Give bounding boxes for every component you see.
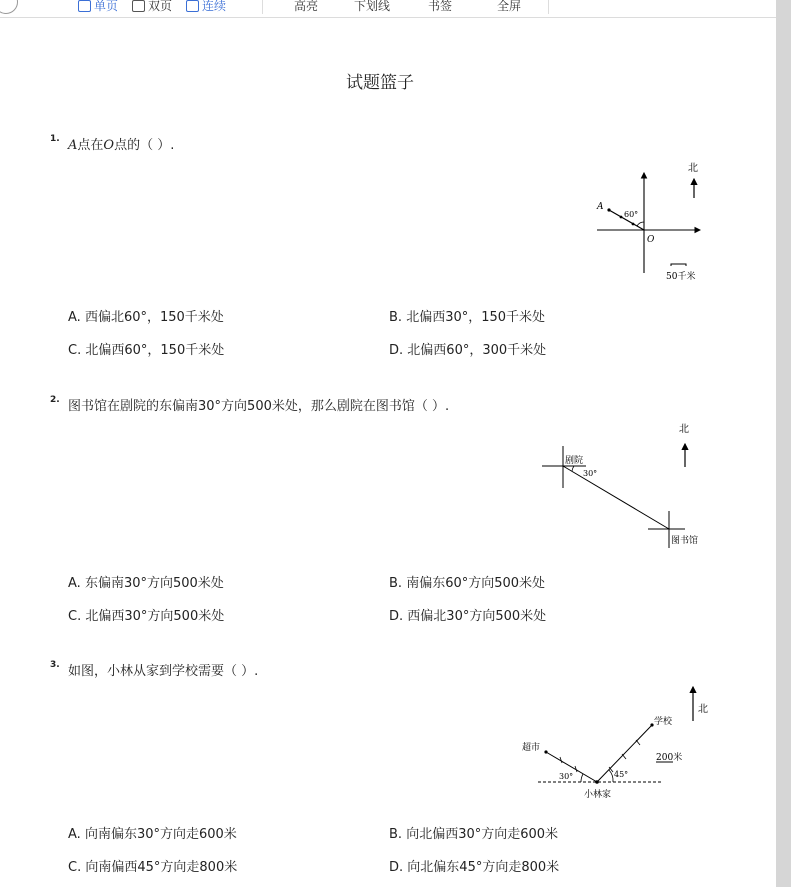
stem-text: 点的（ ）.: [114, 138, 175, 153]
tick-mark: [622, 754, 626, 759]
option-text: 北偏西60°，300千米处: [407, 343, 547, 358]
fullscreen-label: 全屏: [497, 0, 522, 13]
question-number: 1.: [50, 134, 60, 144]
option-text: 北偏西30°方向500米处: [85, 609, 225, 624]
option-d[interactable]: [389, 605, 546, 624]
scale-bar: [671, 264, 686, 266]
option-text: 向南偏东30°方向走600米: [84, 827, 237, 842]
option-a[interactable]: [68, 823, 237, 842]
bookmark-label: 书签: [428, 0, 453, 13]
option-c[interactable]: [68, 339, 224, 358]
north-label: 北: [679, 424, 689, 435]
option-letter: A.: [68, 827, 81, 842]
option-text: 向南偏西45°方向走800米: [85, 860, 238, 875]
option-b[interactable]: [389, 306, 545, 325]
option-letter: D.: [389, 609, 404, 624]
option-text: 向北偏西30°方向走600米: [406, 827, 559, 842]
option-text: 东偏南30°方向500米处: [84, 576, 224, 591]
option-text: 向北偏东45°方向走800米: [407, 860, 560, 875]
highlight-label: 高亮: [294, 0, 319, 13]
option-text: 西偏北60°，150千米处: [84, 310, 224, 325]
connection-line: [563, 466, 669, 529]
home-point: [595, 780, 599, 784]
stem-var-a: A: [68, 138, 78, 153]
angle-label: 60°: [624, 210, 639, 219]
option-c[interactable]: [68, 856, 237, 875]
option-a[interactable]: [68, 306, 224, 325]
north-label: 北: [688, 163, 698, 174]
option-text: 南偏东60°方向500米处: [406, 576, 546, 591]
library-label: 图书馆: [671, 536, 699, 546]
route-figure-3: [518, 683, 718, 803]
option-text: 西偏北30°方向500米处: [407, 609, 547, 624]
option-letter: D.: [389, 343, 404, 358]
compass-figure-1: [590, 155, 720, 285]
option-letter: D.: [389, 860, 404, 875]
stem-var-o: O: [103, 138, 115, 153]
option-a[interactable]: [68, 572, 224, 591]
angle-arc-left: [581, 774, 583, 782]
angle-right-label: 45°: [614, 770, 629, 779]
stem-text: 点在: [77, 138, 104, 153]
option-letter: C.: [68, 609, 82, 624]
option-letter: B.: [389, 576, 403, 591]
question-stem: 图书馆在剧院的东偏南30°方向500米处，那么剧院在图书馆（ ）.: [68, 399, 450, 414]
underline-label: 下划线: [354, 0, 391, 13]
angle-label: 30°: [583, 469, 598, 478]
option-letter: B.: [389, 310, 403, 325]
point-a-label: A: [597, 202, 604, 212]
option-letter: C.: [68, 860, 82, 875]
question-number: 3.: [50, 660, 60, 670]
page-title: 试题篮子: [346, 73, 414, 93]
angle-left-label: 30°: [559, 772, 574, 781]
option-d[interactable]: [389, 339, 546, 358]
supermarket-label: 超市: [522, 743, 541, 753]
question-stem: 如图，小林从家到学校需要（ ）.: [68, 664, 259, 679]
compass-figure-2: [538, 418, 718, 553]
home-label: 小林家: [584, 790, 612, 800]
continuous-label: 连续: [202, 0, 227, 13]
supermarket-point: [544, 750, 547, 753]
option-b[interactable]: [389, 572, 545, 591]
angle-arc: [572, 466, 574, 471]
point-a: [607, 208, 610, 211]
double-page-label: 双页: [148, 0, 173, 13]
option-letter: A.: [68, 576, 81, 591]
option-letter: B.: [389, 827, 403, 842]
vertical-scrollbar[interactable]: [776, 0, 791, 887]
scale-label: 50千米: [666, 272, 696, 282]
single-page-label: 单页: [94, 0, 119, 13]
option-text: 北偏西30°，150千米处: [406, 310, 546, 325]
origin-label: O: [647, 235, 655, 245]
north-label: 北: [698, 704, 708, 715]
theater-label: 剧院: [565, 456, 584, 466]
question-stem: [68, 134, 174, 153]
angle-arc: [637, 222, 644, 226]
tick-mark: [636, 740, 640, 745]
scale-label: 200米: [656, 753, 683, 763]
option-d[interactable]: [389, 856, 559, 875]
option-b[interactable]: [389, 823, 558, 842]
tick-point: [632, 223, 635, 226]
school-label: 学校: [654, 717, 673, 727]
option-letter: A.: [68, 310, 81, 325]
option-text: 北偏西60°，150千米处: [85, 343, 225, 358]
option-letter: C.: [68, 343, 82, 358]
question-number: 2.: [50, 395, 60, 405]
tick-point: [620, 216, 623, 219]
option-c[interactable]: [68, 605, 224, 624]
